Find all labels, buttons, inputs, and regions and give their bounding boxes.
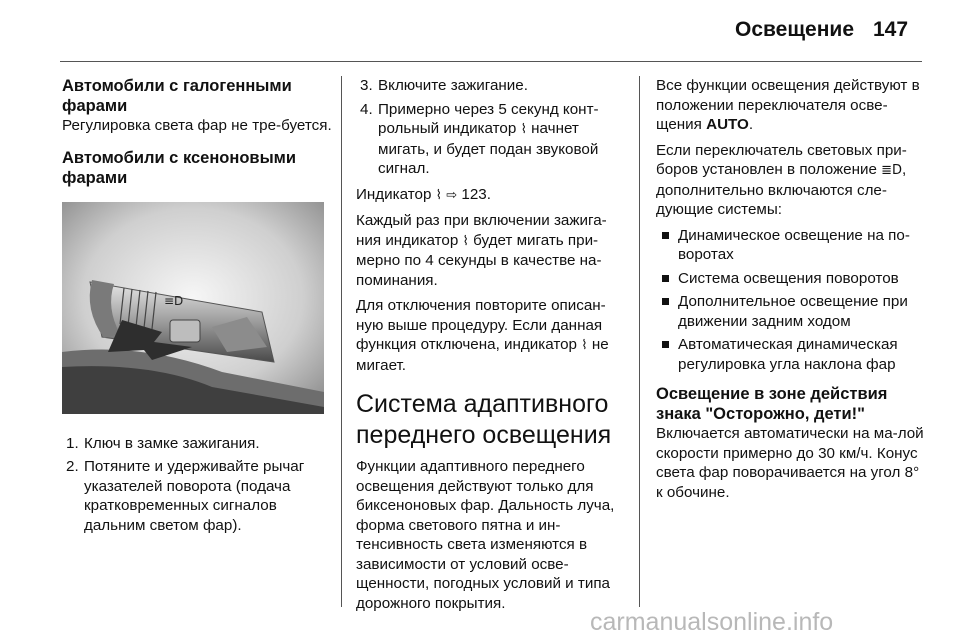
header-divider	[60, 61, 922, 62]
bullet-icon	[662, 275, 669, 282]
step-text: Потяните и удерживайте рычаг указателей поворота (подача кратковременных сигналов дальним светом фар).	[84, 458, 305, 534]
paragraph-auto	[656, 76, 926, 135]
paragraph-indicator	[356, 185, 624, 206]
text-segment: 123.	[461, 185, 491, 203]
column-middle	[356, 76, 624, 619]
list-item	[656, 226, 926, 265]
text-segment: .	[748, 116, 754, 133]
heading-xenon: Автомобили с ксеноновыми фарами	[62, 148, 297, 187]
heading-children-zone: Освещение в зоне действия знака "Осторожно, дети!"	[656, 385, 888, 423]
column-right	[656, 76, 926, 508]
heading-halogen: Автомобили с галогенными фарами	[62, 77, 292, 115]
page-reference-arrow-icon: ⇨	[446, 187, 458, 203]
paragraph-children-zone: Включается автоматически на ма-лой скорости примерно до 30 км/ч. Конус света фар поворачивается на угол 8° к обочине.	[656, 425, 924, 501]
site-watermark: carmanualsonline.info	[590, 608, 834, 636]
page-header	[0, 0, 960, 58]
svg-text:≡D: ≡D	[164, 293, 184, 308]
systems-list	[656, 226, 926, 375]
bullet-text: Система освещения поворотов	[678, 269, 899, 287]
lever-drawing	[62, 202, 324, 414]
paragraph-adaptive-lighting: Функции адаптивного переднего освещения действуют только для биксеноновых фар. Дальность луча, форма светового пятна и ин-тенсивность света изменяются в зависимости от условий осве-щенности, погодных условий и типа дорожного покрытия.	[356, 458, 615, 612]
list-item	[656, 269, 926, 289]
page-title: Освещение	[735, 18, 854, 41]
low-beam-headlight-icon: ≣D	[881, 163, 903, 178]
step-text: Ключ в замке зажигания.	[84, 434, 260, 452]
step-number: 4.	[360, 100, 373, 118]
text-segment: будет мигать при-мерно по 4 секунды в качестве на-поминания.	[356, 231, 602, 289]
list-item	[356, 76, 624, 96]
list-item	[656, 292, 926, 331]
text-segment: Если переключатель световых при-боров установлен в положение	[656, 141, 907, 178]
auto-label: AUTO	[706, 116, 749, 133]
paragraph-disable	[356, 296, 624, 375]
step-number: 2.	[66, 458, 79, 475]
headlight-leveling-indicator-icon: ⌇	[520, 122, 527, 137]
text-segment: , дополнительно включаются сле-дующие системы:	[656, 161, 907, 218]
bullet-text: Дополнительное освещение при движении задним ходом	[678, 293, 908, 330]
heading-adaptive-lighting: Система адаптивного переднего освещения	[356, 390, 612, 449]
list-item	[656, 335, 926, 374]
text-segment: Для отключения повторите описан-ную выше процедуру. Если данная функция отключена, индикатор	[356, 297, 606, 353]
text-segment: Индикатор	[356, 185, 432, 203]
list-item	[62, 434, 332, 454]
step-number: 3.	[360, 77, 373, 94]
paragraph-switch	[656, 141, 926, 220]
paragraph-each-ignition	[356, 211, 624, 290]
bullet-icon	[662, 341, 669, 348]
text-segment: Все функции освещения действуют в положении переключателя осве-щения	[656, 77, 920, 133]
step-text: Включите зажигание.	[378, 77, 528, 94]
headlight-leveling-indicator-icon: ⌇	[581, 338, 588, 353]
turn-signal-lever-illustration	[62, 202, 324, 414]
step-number: 1.	[66, 434, 79, 452]
column-divider-2	[639, 76, 640, 607]
headlight-leveling-indicator-icon: ⌇	[462, 233, 469, 249]
list-item	[62, 457, 332, 535]
bullet-text: Автоматическая динамическая регулировка угла наклона фар	[678, 336, 898, 373]
steps-list-1	[62, 434, 332, 536]
step-text-a: Примерно через 5 секунд конт-рольный индикатор	[378, 100, 599, 137]
column-left	[62, 76, 332, 541]
step-text-b: начнет мигать, и будет подан звуковой сигнал.	[378, 120, 599, 177]
text-segment: не мигает.	[356, 336, 609, 374]
bullet-icon	[662, 298, 669, 305]
text-segment: Каждый раз при включении зажига-ния индикатор	[356, 212, 607, 249]
page-number: 147	[873, 18, 909, 41]
paragraph-halogen: Регулировка света фар не тре-буется.	[62, 117, 332, 134]
headlight-leveling-indicator-icon: ⌇	[435, 187, 443, 203]
bullet-icon	[662, 232, 669, 239]
bullet-text: Динамическое освещение на по-воротах	[678, 226, 910, 263]
column-divider-1	[341, 76, 342, 607]
list-item	[356, 100, 624, 179]
steps-list-2	[356, 76, 624, 179]
